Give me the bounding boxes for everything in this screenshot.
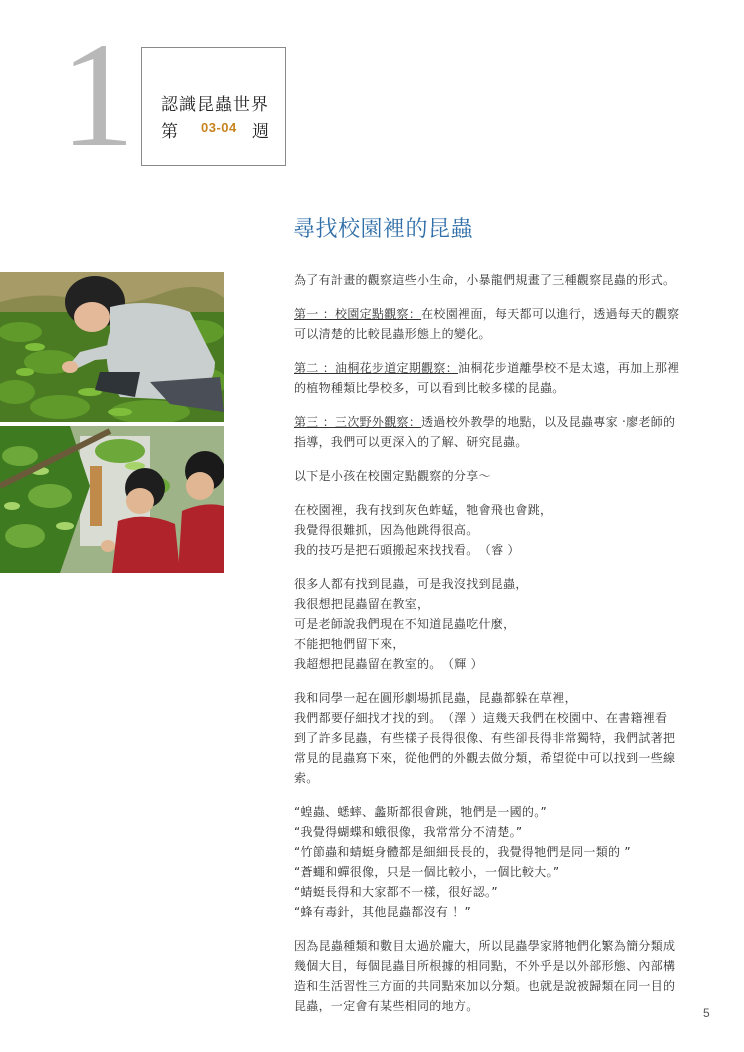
share-3-line: 索。 <box>294 771 319 785</box>
quotes <box>294 802 706 922</box>
intro-text: 為了有計畫的觀察這些小生命，小暴龍們規畫了三種觀察昆蟲的形式。 <box>294 273 676 287</box>
method-1-line-1: 在校園裡面，每天都可以進行，透過每天的觀察 <box>421 307 680 321</box>
quote-line: “蜻蜓長得和大家都不一樣，很好認。” <box>294 885 498 899</box>
share-2-line: 很多人都有找到昆蟲，可是我沒找到昆蟲， <box>294 577 528 591</box>
conclusion-line: 造和生活習性三方面的共同點來加以分類。也就是說被歸類在同一目的 <box>294 979 676 993</box>
method-1-label: 第一 ：校園定點觀察： <box>294 307 422 321</box>
quote-line: “竹節蟲和蜻蜓身體都是細細長長的，我覺得牠們是同一類的 ” <box>294 845 631 859</box>
method-2-line-2: 的植物種類比學校多，可以看到比較多樣的昆蟲。 <box>294 381 565 395</box>
share-1-line: 我覺得很難抓，因為他跳得很高。 <box>294 523 479 537</box>
week-prefix: 第 <box>161 122 178 142</box>
unit-number: 1 <box>60 12 135 178</box>
method-1 <box>294 304 706 344</box>
week-suffix: 週 <box>252 122 269 142</box>
method-2-line-1: 油桐花步道離學校不是太遠，再加上那裡 <box>458 361 680 375</box>
content <box>294 270 706 1030</box>
week-range: 03-04 <box>201 120 237 135</box>
method-3-line-1: 透過校外教學的地點，以及昆蟲專家 ‧廖老師的 <box>421 415 676 429</box>
share-2 <box>294 574 706 674</box>
share-2-line: 可是老師說我們現在不知道昆蟲吃什麼， <box>294 617 516 631</box>
share-2-line: 我很想把昆蟲留在教室， <box>294 597 430 611</box>
photo-child-in-tea-bushes <box>0 272 224 422</box>
share-3-line: 常見的昆蟲寫下來，從他們的外觀去做分類，希望從中可以找到一些線 <box>294 751 676 765</box>
intro-paragraph <box>294 270 706 290</box>
method-3 <box>294 412 706 452</box>
share-2-line: 不能把牠們留下來， <box>294 637 405 651</box>
quote-line: “蜂有毒針，其他昆蟲都沒有 ！” <box>294 905 472 919</box>
share-3-line: 到了許多昆蟲，有些樣子長得很像、有些卻長得非常獨特，我們試著把 <box>294 731 676 745</box>
conclusion-line: 幾個大目，每個昆蟲目所根據的相同點，不外乎是以外部形態、內部構 <box>294 959 676 973</box>
share-3-line: 我們都要仔細找才找的到。 （澤 ）這幾天我們在校園中、在書籍裡看 <box>294 711 668 725</box>
share-1-line: 我的技巧是把石頭搬起來找找看。 （睿 ） <box>294 543 520 557</box>
share-1-line: 在校園裡，我有找到灰色蚱蜢，牠會飛也會跳， <box>294 503 553 517</box>
method-2-label: 第二 ：油桐花步道定期觀察： <box>294 361 459 375</box>
method-2 <box>294 358 706 398</box>
conclusion <box>294 936 706 1016</box>
share-1 <box>294 500 706 560</box>
conclusion-line: 昆蟲，一定會有某些相同的地方。 <box>294 999 479 1013</box>
conclusion-line: 因為昆蟲種類和數目太過於龐大，所以昆蟲學家將牠們化繁為簡分類成 <box>294 939 676 953</box>
unit-title: 認識昆蟲世界 <box>161 95 269 115</box>
share-2-line: 我超想把昆蟲留在教室的。 （輝 ） <box>294 657 483 671</box>
method-3-line-2: 指導，我們可以更深入的了解、研究昆蟲。 <box>294 435 528 449</box>
page-number: 5 <box>703 1006 710 1020</box>
unit-box <box>141 47 286 166</box>
share-intro: 以下是小孩在校園定點觀察的分享～ <box>294 469 491 483</box>
quote-line: “蝗蟲、蟋蟀、蠡斯都很會跳，牠們是一國的。” <box>294 805 548 819</box>
method-3-label: 第三 ：三次野外觀察： <box>294 415 422 429</box>
share-intro-paragraph <box>294 466 706 486</box>
method-1-line-2: 可以清楚的比較昆蟲形態上的變化。 <box>294 327 491 341</box>
section-heading: 尋找校園裡的昆蟲 <box>293 217 474 242</box>
share-3 <box>294 688 706 788</box>
photo-children-under-tree <box>0 426 224 573</box>
quote-line: “我覺得蝴蝶和蛾很像，我常常分不清楚。” <box>294 825 523 839</box>
quote-line: “蒼蠅和蟬很像，只是一個比較小，一個比較大。” <box>294 865 560 879</box>
share-3-line: 我和同學一起在圓形劇場抓昆蟲，昆蟲都躲在草裡， <box>294 691 577 705</box>
